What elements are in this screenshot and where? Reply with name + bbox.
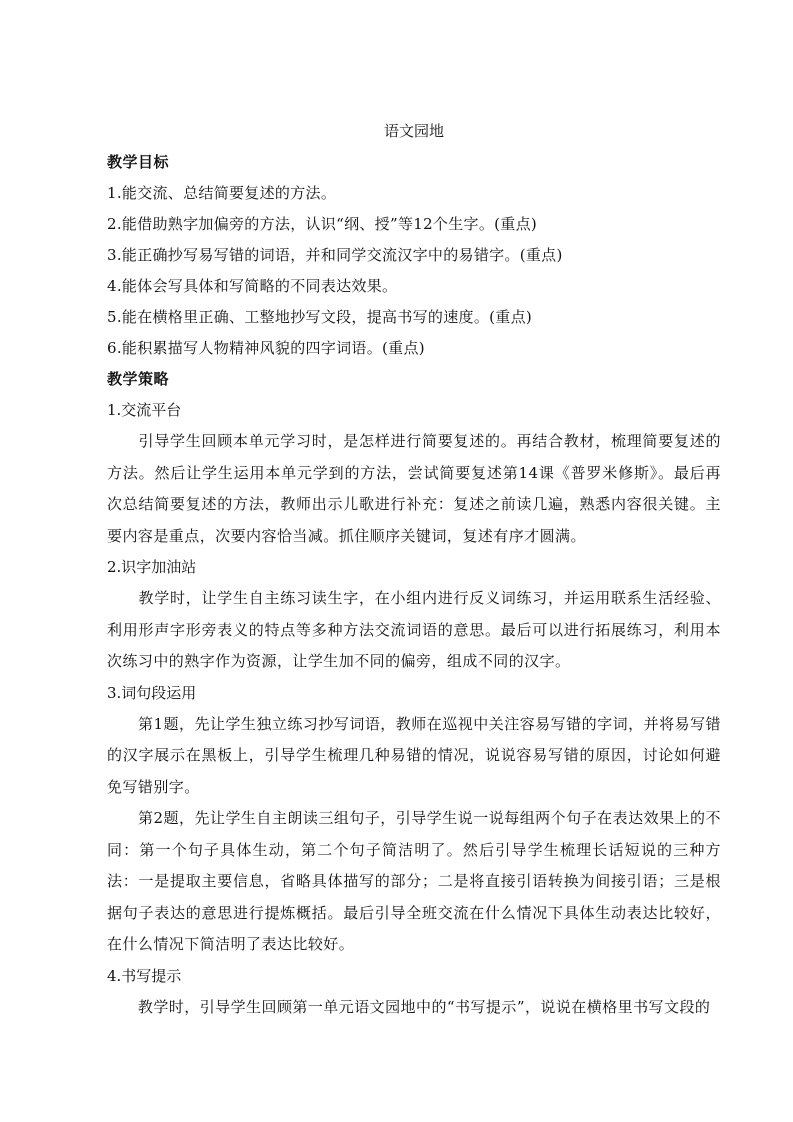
section-heading-writing-tips: 4.书写提示	[107, 966, 182, 985]
section-paragraph: 教学时，让学生自主练习读生字，在小组内进行反义词练习，并运用联系生活经验、利用形声字形旁表义的特点等多种方法交流词语的意思。最后可以进行拓展练习，利用本次练习中的熟字作为资源，让学生加不同的偏旁，组成不同的汉字。	[107, 589, 721, 670]
section-paragraph: 第2题，先让学生自主朗读三组句子，引导学生说一说每组两个句子在表达效果上的不同：第一个句子具体生动，第二个句子简洁明了。然后引导学生梳理长话短说的三种方法：一是提取主要信息，省略具体描写的部分；二是将直接引语转换为间接引语；三是根据句子表达的意思进行提炼概括。最后引导全班交流在什么情况下具体生动表达比较好，在什么情况下简洁明了表达比较好。	[107, 809, 721, 953]
goal-item: 1.能交流、总结简要复述的方法。	[107, 184, 337, 202]
section-paragraph: 教学时，引导学生回顾第一单元语文园地中的“书写提示”，说说在横格里书写文段的	[107, 997, 711, 1016]
section-heading-exchange-platform: 1.交流平台	[107, 401, 182, 419]
section-heading-literacy-station: 2.识字加油站	[107, 558, 197, 576]
teaching-goals-heading: 教学目标	[107, 153, 170, 171]
document-body	[107, 116, 721, 1023]
goal-item: 3.能正确抄写易写错的词语，并和同学交流汉字中的易错字。(重点)	[107, 246, 563, 264]
goal-item: 2.能借助熟字加偏旁的方法，认识“纲、授”等12个生字。(重点)	[107, 215, 538, 233]
section-paragraph: 引导学生回顾本单元学习时，是怎样进行简要复述的。再结合教材，梳理简要复述的方法。然后让学生运用本单元学到的方法，尝试简要复述第14课《普罗米修斯》。最后再次总结简要复述的方法，教师出示儿歌进行补充：复述之前读几遍，熟悉内容很关键。主要内容是重点，次要内容恰当减。抓住顺序关键词，复述有序才圆满。	[107, 432, 721, 545]
goal-item: 4.能体会写具体和写简略的不同表达效果。	[107, 277, 398, 295]
teaching-strategy-heading: 教学策略	[107, 370, 170, 388]
section-heading-word-sentence-use: 3.词句段运用	[107, 683, 197, 702]
goal-item: 6.能积累描写人物精神风貌的四字词语。(重点)	[107, 339, 425, 357]
section-paragraph: 第1题，先让学生独立练习抄写词语，教师在巡视中关注容易写错的字词，并将易写错的汉字展示在黑板上，引导学生梳理几种易错的情况，说说容易写错的原因，讨论如何避免写错别字。	[107, 714, 721, 796]
document-title: 语文园地	[383, 122, 444, 140]
goal-item: 5.能在横格里正确、工整地抄写文段，提高书写的速度。(重点)	[107, 308, 533, 326]
